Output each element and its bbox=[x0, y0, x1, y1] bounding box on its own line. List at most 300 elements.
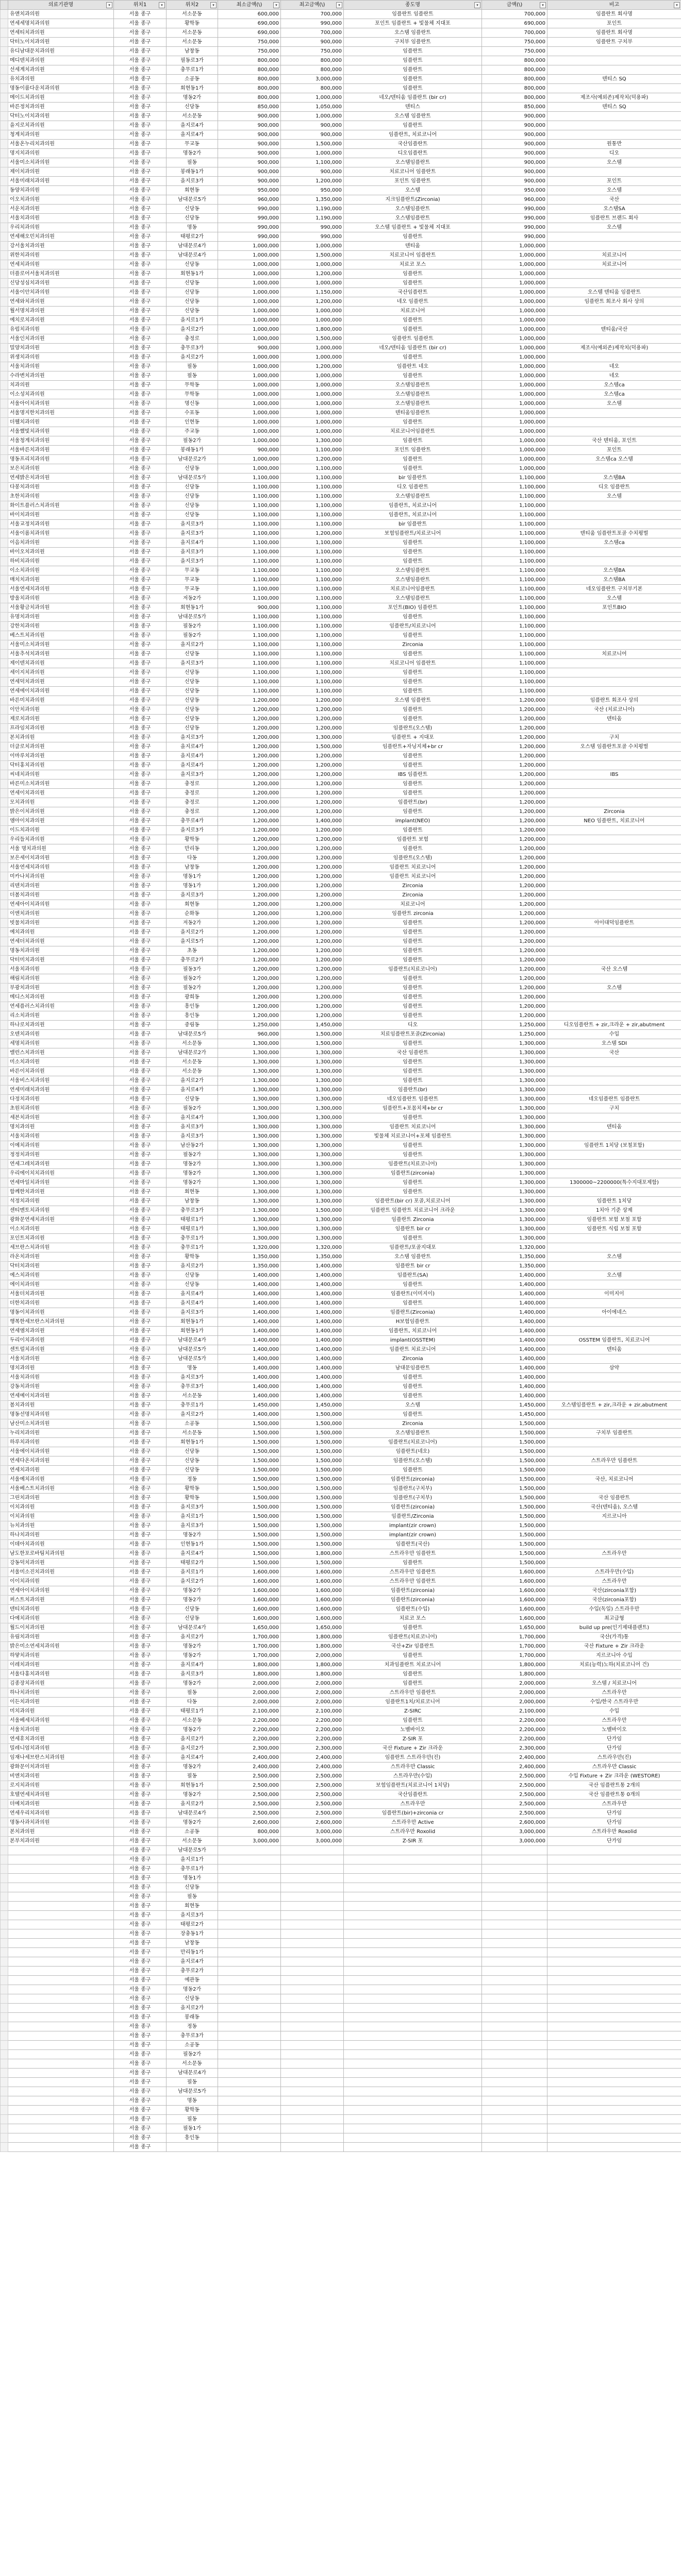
cell-location1[interactable]: 서울 종구 bbox=[114, 65, 167, 75]
cell-price[interactable]: 1,500,000 bbox=[482, 1540, 547, 1549]
cell-clinic-name[interactable]: 이드치과의원 bbox=[8, 826, 114, 835]
cell-price[interactable]: 1,300,000 bbox=[482, 1160, 547, 1169]
cell-clinic-name[interactable]: 보은치과의원 bbox=[8, 464, 114, 473]
cell-note[interactable] bbox=[547, 1113, 681, 1123]
cell-location1[interactable]: 서울 종구 bbox=[114, 752, 167, 761]
cell-location2[interactable]: 신당동 bbox=[167, 103, 218, 112]
cell-clinic-name[interactable]: 서울치과의원 bbox=[8, 1373, 114, 1382]
cell-type[interactable]: Zirconia bbox=[344, 1419, 482, 1429]
cell-location2[interactable]: 을지로3가 bbox=[167, 1308, 218, 1317]
cell-type[interactable]: 임플란트 bbox=[344, 705, 482, 715]
cell-location1[interactable]: 서울 종구 bbox=[114, 520, 167, 529]
cell-type[interactable]: 임플란트 bbox=[344, 1558, 482, 1568]
cell-location1[interactable]: 서울 종구 bbox=[114, 1188, 167, 1197]
cell-location2[interactable]: 저동2가 bbox=[167, 594, 218, 603]
cell-location2[interactable]: 회현동 bbox=[167, 900, 218, 909]
cell-location1[interactable]: 서울 종구 bbox=[114, 297, 167, 307]
cell-min-price[interactable]: 1,000,000 bbox=[218, 390, 281, 399]
cell-location1[interactable]: 서울 종구 bbox=[114, 511, 167, 520]
cell-type[interactable]: 남대문임플란트 bbox=[344, 1364, 482, 1373]
cell-type[interactable]: 임플란트 치료코니어 bbox=[344, 1345, 482, 1354]
column-header-price[interactable]: 금액(\) ▾ bbox=[482, 1, 547, 10]
cell-price[interactable]: 1,100,000 bbox=[482, 501, 547, 511]
cell-location2[interactable]: 황학동 bbox=[167, 1494, 218, 1503]
cell-min-price[interactable]: 1,300,000 bbox=[218, 1141, 281, 1150]
cell-type[interactable]: 임플란트 bbox=[344, 418, 482, 427]
cell-type[interactable]: 임플란트(치료코니어) bbox=[344, 1438, 482, 1447]
cell-type[interactable]: 스트라우만 Active bbox=[344, 1818, 482, 1827]
cell-min-price[interactable]: 1,300,000 bbox=[218, 1206, 281, 1215]
cell-note[interactable]: 이미지이 bbox=[547, 1290, 681, 1299]
cell-price[interactable] bbox=[482, 2087, 547, 2096]
cell-min-price[interactable]: 1,200,000 bbox=[218, 761, 281, 770]
cell-type[interactable] bbox=[344, 1967, 482, 1976]
cell-max-price[interactable]: 1,200,000 bbox=[281, 177, 344, 186]
cell-location1[interactable]: 서울 종구 bbox=[114, 1354, 167, 1364]
cell-type[interactable]: 오스템임플란트 bbox=[344, 575, 482, 585]
cell-note[interactable]: 오스템 bbox=[547, 186, 681, 195]
cell-note[interactable]: 치료(능력)노하(치료코니어 건) bbox=[547, 1660, 681, 1670]
cell-type[interactable]: 지크임플란트(Zirconia) bbox=[344, 195, 482, 205]
cell-clinic-name[interactable]: 신당성심치과의원 bbox=[8, 279, 114, 288]
cell-note[interactable]: 치료코니어 bbox=[547, 260, 681, 269]
cell-clinic-name[interactable]: 유치과의원 bbox=[8, 75, 114, 84]
cell-type[interactable]: 임플란트 bbox=[344, 279, 482, 288]
cell-type[interactable] bbox=[344, 2031, 482, 2041]
cell-min-price[interactable]: 1,400,000 bbox=[218, 1299, 281, 1308]
cell-note[interactable] bbox=[547, 1150, 681, 1160]
cell-note[interactable] bbox=[547, 844, 681, 854]
cell-location1[interactable]: 서울 종구 bbox=[114, 28, 167, 38]
cell-note[interactable] bbox=[547, 1280, 681, 1290]
cell-note[interactable] bbox=[547, 2050, 681, 2059]
cell-clinic-name[interactable]: 청계치과의원 bbox=[8, 130, 114, 140]
cell-min-price[interactable]: 1,100,000 bbox=[218, 613, 281, 622]
cell-min-price[interactable] bbox=[218, 2050, 281, 2059]
cell-price[interactable]: 1,200,000 bbox=[482, 956, 547, 965]
cell-price[interactable]: 1,200,000 bbox=[482, 835, 547, 844]
cell-type[interactable]: 임플란트 bbox=[344, 1067, 482, 1076]
cell-clinic-name[interactable]: 연세치과의원 bbox=[8, 1466, 114, 1475]
cell-location2[interactable]: 충무로1가 bbox=[167, 1865, 218, 1874]
cell-min-price[interactable]: 1,100,000 bbox=[218, 659, 281, 668]
cell-location2[interactable]: 충무로2가 bbox=[167, 1967, 218, 1976]
cell-price[interactable]: 960,000 bbox=[482, 195, 547, 205]
cell-location2[interactable]: 필동 bbox=[167, 362, 218, 371]
cell-type[interactable]: Z-SIRC bbox=[344, 1707, 482, 1716]
cell-max-price[interactable]: 1,000,000 bbox=[281, 418, 344, 427]
cell-type[interactable]: 오스템 bbox=[344, 186, 482, 195]
cell-type[interactable]: 임플란트 치료코니어 bbox=[344, 872, 482, 882]
cell-clinic-name[interactable] bbox=[8, 2041, 114, 2050]
cell-clinic-name[interactable]: 동양치과의원 bbox=[8, 186, 114, 195]
cell-location2[interactable]: 을지로2가 bbox=[167, 1735, 218, 1744]
cell-max-price[interactable] bbox=[281, 1855, 344, 1865]
cell-location1[interactable]: 서울 종구 bbox=[114, 585, 167, 594]
cell-min-price[interactable]: 1,000,000 bbox=[218, 436, 281, 446]
cell-location2[interactable]: 저동2가 bbox=[167, 919, 218, 928]
cell-note[interactable]: 오스템 임플란트포골 수치평벌 bbox=[547, 742, 681, 752]
cell-note[interactable]: 지르코니아 수입 bbox=[547, 1651, 681, 1660]
cell-price[interactable]: 1,000,000 bbox=[482, 251, 547, 260]
cell-min-price[interactable]: 1,200,000 bbox=[218, 1002, 281, 1011]
cell-clinic-name[interactable]: 서울온누리치과의원 bbox=[8, 140, 114, 149]
cell-max-price[interactable]: 1,400,000 bbox=[281, 1308, 344, 1317]
cell-clinic-name[interactable]: 유앤치과의원 bbox=[8, 10, 114, 19]
cell-type[interactable]: 임플란트, 치료코니어 bbox=[344, 511, 482, 520]
cell-location2[interactable]: 인현동 bbox=[167, 418, 218, 427]
cell-price[interactable]: 1,200,000 bbox=[482, 891, 547, 900]
cell-clinic-name[interactable]: 엠아이치과의원 bbox=[8, 817, 114, 826]
cell-min-price[interactable]: 800,000 bbox=[218, 1827, 281, 1837]
cell-location1[interactable]: 서울 종구 bbox=[114, 548, 167, 557]
cell-note[interactable]: 임플란트 식립 보철 포함 bbox=[547, 1225, 681, 1234]
cell-location2[interactable]: 남창동 bbox=[167, 1939, 218, 1948]
cell-note[interactable]: 스트라우만 bbox=[547, 1549, 681, 1558]
cell-type[interactable] bbox=[344, 2013, 482, 2022]
cell-min-price[interactable]: 2,000,000 bbox=[218, 1679, 281, 1688]
cell-location1[interactable]: 서울 종구 bbox=[114, 362, 167, 371]
cell-note[interactable]: OSSTEM 임플란트, 치료코니어 bbox=[547, 1336, 681, 1345]
cell-location2[interactable]: 태평로2가 bbox=[167, 1920, 218, 1929]
cell-max-price[interactable] bbox=[281, 1892, 344, 1902]
cell-clinic-name[interactable]: 연세예이치과의원 bbox=[8, 1392, 114, 1401]
cell-clinic-name[interactable]: 닥터노이치과의원 bbox=[8, 112, 114, 121]
cell-clinic-name[interactable]: 서울아이치과의원 bbox=[8, 399, 114, 409]
cell-type[interactable]: 임플란트 bbox=[344, 548, 482, 557]
cell-clinic-name[interactable]: 서울이안치과의원 bbox=[8, 288, 114, 297]
cell-max-price[interactable] bbox=[281, 2106, 344, 2115]
cell-location1[interactable]: 서울 종구 bbox=[114, 93, 167, 103]
cell-max-price[interactable]: 1,400,000 bbox=[281, 1271, 344, 1280]
cell-location2[interactable]: 필동 bbox=[167, 1892, 218, 1902]
cell-min-price[interactable]: 900,000 bbox=[218, 112, 281, 121]
cell-min-price[interactable]: 2,500,000 bbox=[218, 1772, 281, 1781]
cell-price[interactable]: 900,000 bbox=[482, 112, 547, 121]
cell-price[interactable]: 1,100,000 bbox=[482, 640, 547, 650]
cell-type[interactable]: 덴티움 bbox=[344, 242, 482, 251]
cell-type[interactable]: 임플란트 bbox=[344, 1280, 482, 1290]
cell-location1[interactable]: 서울 종구 bbox=[114, 1076, 167, 1086]
cell-type[interactable]: implant(zir crown) bbox=[344, 1531, 482, 1540]
cell-clinic-name[interactable]: 화이트플러스치과의원 bbox=[8, 501, 114, 511]
cell-location2[interactable]: 신당동 bbox=[167, 705, 218, 715]
cell-clinic-name[interactable]: 연세아이치과의원 bbox=[8, 1586, 114, 1596]
cell-min-price[interactable]: 1,500,000 bbox=[218, 1466, 281, 1475]
cell-price[interactable]: 1,300,000 bbox=[482, 1058, 547, 1067]
cell-type[interactable]: 스트라우만 bbox=[344, 1800, 482, 1809]
cell-clinic-name[interactable]: 제이치과의원 bbox=[8, 167, 114, 177]
cell-type[interactable]: 임플란트/치료코니어 bbox=[344, 622, 482, 631]
cell-location2[interactable]: 명동1가 bbox=[167, 872, 218, 882]
cell-price[interactable]: 1,600,000 bbox=[482, 1596, 547, 1605]
cell-location2[interactable]: 남대문로2가 bbox=[167, 455, 218, 464]
cell-price[interactable]: 1,100,000 bbox=[482, 668, 547, 677]
cell-price[interactable]: 1,250,000 bbox=[482, 1021, 547, 1030]
cell-price[interactable] bbox=[482, 2096, 547, 2106]
cell-price[interactable]: 1,000,000 bbox=[482, 436, 547, 446]
cell-type[interactable]: 임플란트, 치료코니어 bbox=[344, 1327, 482, 1336]
cell-min-price[interactable]: 1,100,000 bbox=[218, 501, 281, 511]
cell-price[interactable]: 2,000,000 bbox=[482, 1679, 547, 1688]
cell-min-price[interactable]: 1,500,000 bbox=[218, 1429, 281, 1438]
cell-location2[interactable]: 서소문동 bbox=[167, 1067, 218, 1076]
cell-max-price[interactable]: 1,800,000 bbox=[281, 1633, 344, 1642]
cell-max-price[interactable] bbox=[281, 2087, 344, 2096]
cell-location2[interactable]: 남산동2가 bbox=[167, 1141, 218, 1150]
cell-clinic-name[interactable]: 서울에이치과의원 bbox=[8, 1447, 114, 1456]
cell-clinic-name[interactable]: 미카나치과의원 bbox=[8, 872, 114, 882]
cell-type[interactable]: 스트라우만 임플란트 bbox=[344, 1688, 482, 1698]
cell-note[interactable]: 오스템임플란트 + zir,크라운 + zir,abutment bbox=[547, 1401, 681, 1410]
cell-location1[interactable]: 서울 종구 bbox=[114, 659, 167, 668]
cell-note[interactable]: 단가임 bbox=[547, 1818, 681, 1827]
cell-location2[interactable]: 신당동 bbox=[167, 205, 218, 214]
cell-note[interactable]: 오스템ca 오스템 bbox=[547, 455, 681, 464]
cell-location1[interactable]: 서울 종구 bbox=[114, 279, 167, 288]
cell-location1[interactable]: 서울 종구 bbox=[114, 1345, 167, 1354]
cell-price[interactable]: 2,500,000 bbox=[482, 1790, 547, 1800]
cell-max-price[interactable]: 1,200,000 bbox=[281, 798, 344, 807]
cell-location1[interactable]: 서울 종구 bbox=[114, 770, 167, 779]
cell-type[interactable]: 임플란트, 치료코니어 bbox=[344, 501, 482, 511]
cell-location1[interactable]: 서울 종구 bbox=[114, 1985, 167, 1994]
cell-min-price[interactable]: 1,100,000 bbox=[218, 473, 281, 483]
cell-min-price[interactable] bbox=[218, 1920, 281, 1929]
cell-type[interactable]: 임플란트 bbox=[344, 1188, 482, 1197]
cell-location2[interactable]: 무교동 bbox=[167, 585, 218, 594]
cell-location2[interactable]: 서소문동 bbox=[167, 28, 218, 38]
cell-clinic-name[interactable]: 연세세명치과의원 bbox=[8, 19, 114, 28]
cell-note[interactable] bbox=[547, 779, 681, 789]
cell-max-price[interactable]: 1,800,000 bbox=[281, 1549, 344, 1558]
cell-price[interactable]: 1,100,000 bbox=[482, 548, 547, 557]
cell-price[interactable]: 1,350,000 bbox=[482, 1262, 547, 1271]
cell-note[interactable]: 오스템 bbox=[547, 1252, 681, 1262]
cell-max-price[interactable]: 1,000,000 bbox=[281, 316, 344, 325]
cell-type[interactable] bbox=[344, 2115, 482, 2124]
cell-clinic-name[interactable]: 더웰치과의원 bbox=[8, 418, 114, 427]
cell-min-price[interactable]: 1,300,000 bbox=[218, 1104, 281, 1113]
cell-type[interactable]: 스트라우만 임플란트 bbox=[344, 1549, 482, 1558]
cell-clinic-name[interactable]: 서울더치과의원 bbox=[8, 1290, 114, 1299]
cell-max-price[interactable]: 1,300,000 bbox=[281, 1225, 344, 1234]
cell-clinic-name[interactable] bbox=[8, 1865, 114, 1874]
cell-type[interactable]: 보험임플란트/치료코니어 bbox=[344, 529, 482, 538]
cell-type[interactable]: 치료코니어임플란트 bbox=[344, 427, 482, 436]
cell-location1[interactable]: 서울 종구 bbox=[114, 1642, 167, 1651]
cell-min-price[interactable]: 1,300,000 bbox=[218, 1132, 281, 1141]
cell-clinic-name[interactable]: 월드이치과의원 bbox=[8, 1623, 114, 1633]
cell-note[interactable]: 아이대덕임플란트 bbox=[547, 919, 681, 928]
cell-note[interactable]: 구치부 임플란트 bbox=[547, 1429, 681, 1438]
cell-clinic-name[interactable]: 우리치과의원 bbox=[8, 223, 114, 232]
cell-price[interactable]: 1,400,000 bbox=[482, 1308, 547, 1317]
cell-note[interactable] bbox=[547, 2096, 681, 2106]
cell-clinic-name[interactable]: 서울이롬치과의원 bbox=[8, 529, 114, 538]
cell-location1[interactable]: 서울 종구 bbox=[114, 650, 167, 659]
cell-note[interactable]: 단가임 bbox=[547, 1735, 681, 1744]
cell-location1[interactable]: 서울 종구 bbox=[114, 1790, 167, 1800]
cell-price[interactable]: 3,000,000 bbox=[482, 1837, 547, 1846]
cell-location2[interactable]: 신당동 bbox=[167, 260, 218, 269]
cell-price[interactable] bbox=[482, 2022, 547, 2031]
cell-location1[interactable]: 서울 종구 bbox=[114, 1317, 167, 1327]
cell-note[interactable] bbox=[547, 1948, 681, 1957]
cell-location1[interactable]: 서울 종구 bbox=[114, 1280, 167, 1290]
cell-min-price[interactable]: 1,000,000 bbox=[218, 316, 281, 325]
cell-location1[interactable]: 서울 종구 bbox=[114, 242, 167, 251]
cell-max-price[interactable]: 1,200,000 bbox=[281, 1002, 344, 1011]
cell-max-price[interactable]: 1,000,000 bbox=[281, 149, 344, 158]
cell-note[interactable] bbox=[547, 937, 681, 946]
cell-min-price[interactable]: 900,000 bbox=[218, 177, 281, 186]
cell-min-price[interactable]: 1,100,000 bbox=[218, 557, 281, 566]
cell-min-price[interactable]: 750,000 bbox=[218, 38, 281, 47]
cell-note[interactable] bbox=[547, 1902, 681, 1911]
cell-price[interactable]: 1,500,000 bbox=[482, 1429, 547, 1438]
cell-clinic-name[interactable]: 매치치과의원 bbox=[8, 575, 114, 585]
cell-location1[interactable]: 서울 종구 bbox=[114, 1336, 167, 1345]
cell-price[interactable]: 1,100,000 bbox=[482, 575, 547, 585]
cell-location1[interactable]: 서울 종구 bbox=[114, 436, 167, 446]
cell-price[interactable]: 1,200,000 bbox=[482, 1002, 547, 1011]
cell-location2[interactable]: 무교동 bbox=[167, 575, 218, 585]
cell-type[interactable]: 구치부 임플란트 bbox=[344, 38, 482, 47]
cell-min-price[interactable]: 1,450,000 bbox=[218, 1401, 281, 1410]
cell-location2[interactable]: 을지로3가 bbox=[167, 826, 218, 835]
cell-max-price[interactable] bbox=[281, 2096, 344, 2106]
cell-min-price[interactable]: 1,500,000 bbox=[218, 1540, 281, 1549]
cell-max-price[interactable]: 1,400,000 bbox=[281, 817, 344, 826]
cell-type[interactable]: implant(NEO) bbox=[344, 817, 482, 826]
cell-min-price[interactable]: 1,000,000 bbox=[218, 371, 281, 381]
cell-type[interactable] bbox=[344, 2069, 482, 2078]
cell-location2[interactable]: 을지로2가 bbox=[167, 353, 218, 362]
cell-location1[interactable]: 서울 종구 bbox=[114, 835, 167, 844]
cell-location1[interactable]: 서울 종구 bbox=[114, 993, 167, 1002]
cell-price[interactable]: 950,000 bbox=[482, 186, 547, 195]
cell-location1[interactable]: 서울 종구 bbox=[114, 1206, 167, 1215]
cell-note[interactable]: 수입/한국 스트라우만 bbox=[547, 1698, 681, 1707]
cell-min-price[interactable]: 960,000 bbox=[218, 195, 281, 205]
cell-type[interactable] bbox=[344, 1994, 482, 2004]
cell-min-price[interactable]: 2,400,000 bbox=[218, 1753, 281, 1762]
cell-location2[interactable]: 인현동1가 bbox=[167, 1540, 218, 1549]
cell-note[interactable] bbox=[547, 353, 681, 362]
cell-type[interactable]: 임플란트 bbox=[344, 826, 482, 835]
cell-price[interactable]: 1,000,000 bbox=[482, 353, 547, 362]
cell-type[interactable] bbox=[344, 2050, 482, 2059]
cell-price[interactable] bbox=[482, 1967, 547, 1976]
cell-type[interactable]: 임플란트 zirconia bbox=[344, 909, 482, 919]
cell-min-price[interactable]: 1,000,000 bbox=[218, 279, 281, 288]
cell-location2[interactable]: 정동 bbox=[167, 1475, 218, 1484]
cell-min-price[interactable] bbox=[218, 2087, 281, 2096]
cell-location1[interactable]: 서울 종구 bbox=[114, 1048, 167, 1058]
cell-clinic-name[interactable]: 더봄치과의원 bbox=[8, 891, 114, 900]
cell-price[interactable]: 1,300,000 bbox=[482, 1169, 547, 1178]
cell-type[interactable]: 임플란트 bbox=[344, 538, 482, 548]
cell-note[interactable] bbox=[547, 2133, 681, 2143]
cell-note[interactable] bbox=[547, 1373, 681, 1382]
cell-location2[interactable]: 명동 bbox=[167, 223, 218, 232]
cell-type[interactable]: 임플란트 bbox=[344, 121, 482, 130]
cell-note[interactable] bbox=[547, 2115, 681, 2124]
cell-location2[interactable]: 을지로3가 bbox=[167, 891, 218, 900]
cell-price[interactable]: 1,000,000 bbox=[482, 464, 547, 473]
cell-price[interactable]: 1,500,000 bbox=[482, 1494, 547, 1503]
cell-note[interactable]: 오스템ca bbox=[547, 390, 681, 399]
cell-note[interactable] bbox=[547, 1484, 681, 1494]
cell-note[interactable]: 제조사(예외존)제작치(덕용파) bbox=[547, 93, 681, 103]
cell-min-price[interactable]: 1,600,000 bbox=[218, 1586, 281, 1596]
cell-clinic-name[interactable] bbox=[8, 2143, 114, 2152]
cell-type[interactable] bbox=[344, 1855, 482, 1865]
cell-location2[interactable]: 신당동 bbox=[167, 650, 218, 659]
cell-price[interactable]: 990,000 bbox=[482, 214, 547, 223]
cell-min-price[interactable]: 1,000,000 bbox=[218, 251, 281, 260]
cell-note[interactable] bbox=[547, 242, 681, 251]
cell-min-price[interactable] bbox=[218, 2013, 281, 2022]
cell-note[interactable]: 오스템BA bbox=[547, 575, 681, 585]
cell-location1[interactable]: 서울 종구 bbox=[114, 2022, 167, 2031]
cell-price[interactable]: 1,300,000 bbox=[482, 1197, 547, 1206]
cell-location2[interactable]: 명동1가 bbox=[167, 1874, 218, 1883]
filter-dropdown-icon[interactable]: ▾ bbox=[273, 2, 279, 8]
cell-min-price[interactable]: 1,200,000 bbox=[218, 909, 281, 919]
cell-clinic-name[interactable]: 서울청계치과의원 bbox=[8, 436, 114, 446]
cell-clinic-name[interactable]: 명동이치과의원 bbox=[8, 1308, 114, 1317]
cell-location1[interactable]: 서울 종구 bbox=[114, 956, 167, 965]
cell-location1[interactable]: 서울 종구 bbox=[114, 1039, 167, 1048]
cell-clinic-name[interactable]: 이마루치과의원 bbox=[8, 752, 114, 761]
cell-max-price[interactable]: 1,450,000 bbox=[281, 1401, 344, 1410]
cell-clinic-name[interactable]: 정정치과의원 bbox=[8, 1150, 114, 1160]
cell-max-price[interactable]: 1,500,000 bbox=[281, 1466, 344, 1475]
cell-max-price[interactable]: 2,000,000 bbox=[281, 1679, 344, 1688]
column-header-max-price[interactable]: 최고금액(\) ▾ bbox=[281, 1, 344, 10]
cell-clinic-name[interactable]: 밀양치과의원 bbox=[8, 344, 114, 353]
cell-min-price[interactable] bbox=[218, 1976, 281, 1985]
cell-price[interactable]: 800,000 bbox=[482, 84, 547, 93]
cell-type[interactable]: 네오/덴티움 임플란트 (bir cr) bbox=[344, 93, 482, 103]
cell-location2[interactable]: 회현동 bbox=[167, 1188, 218, 1197]
cell-type[interactable]: 오스템 임플란트 bbox=[344, 112, 482, 121]
cell-type[interactable]: 임플란트(구치부) bbox=[344, 1494, 482, 1503]
cell-type[interactable]: 임플란트 bbox=[344, 844, 482, 854]
cell-min-price[interactable] bbox=[218, 2115, 281, 2124]
cell-min-price[interactable]: 900,000 bbox=[218, 121, 281, 130]
cell-price[interactable]: 800,000 bbox=[482, 75, 547, 84]
cell-price[interactable]: 700,000 bbox=[482, 28, 547, 38]
cell-min-price[interactable]: 1,800,000 bbox=[218, 1660, 281, 1670]
cell-min-price[interactable]: 1,200,000 bbox=[218, 789, 281, 798]
cell-clinic-name[interactable]: 베스트치과의원 bbox=[8, 631, 114, 640]
cell-location2[interactable]: 순화동 bbox=[167, 909, 218, 919]
cell-location1[interactable]: 서울 종구 bbox=[114, 2106, 167, 2115]
cell-note[interactable] bbox=[547, 1846, 681, 1855]
cell-location1[interactable]: 서울 종구 bbox=[114, 1902, 167, 1911]
cell-type[interactable]: 치료코니어 임플란트 bbox=[344, 251, 482, 260]
cell-clinic-name[interactable]: 씨네치과의원 bbox=[8, 770, 114, 779]
cell-max-price[interactable]: 1,300,000 bbox=[281, 1048, 344, 1058]
cell-location2[interactable]: 충무로3가 bbox=[167, 1206, 218, 1215]
cell-type[interactable]: 임플란트 bbox=[344, 84, 482, 93]
cell-clinic-name[interactable]: 유림치과의원 bbox=[8, 1633, 114, 1642]
cell-max-price[interactable]: 2,600,000 bbox=[281, 1818, 344, 1827]
cell-clinic-name[interactable] bbox=[8, 2069, 114, 2078]
